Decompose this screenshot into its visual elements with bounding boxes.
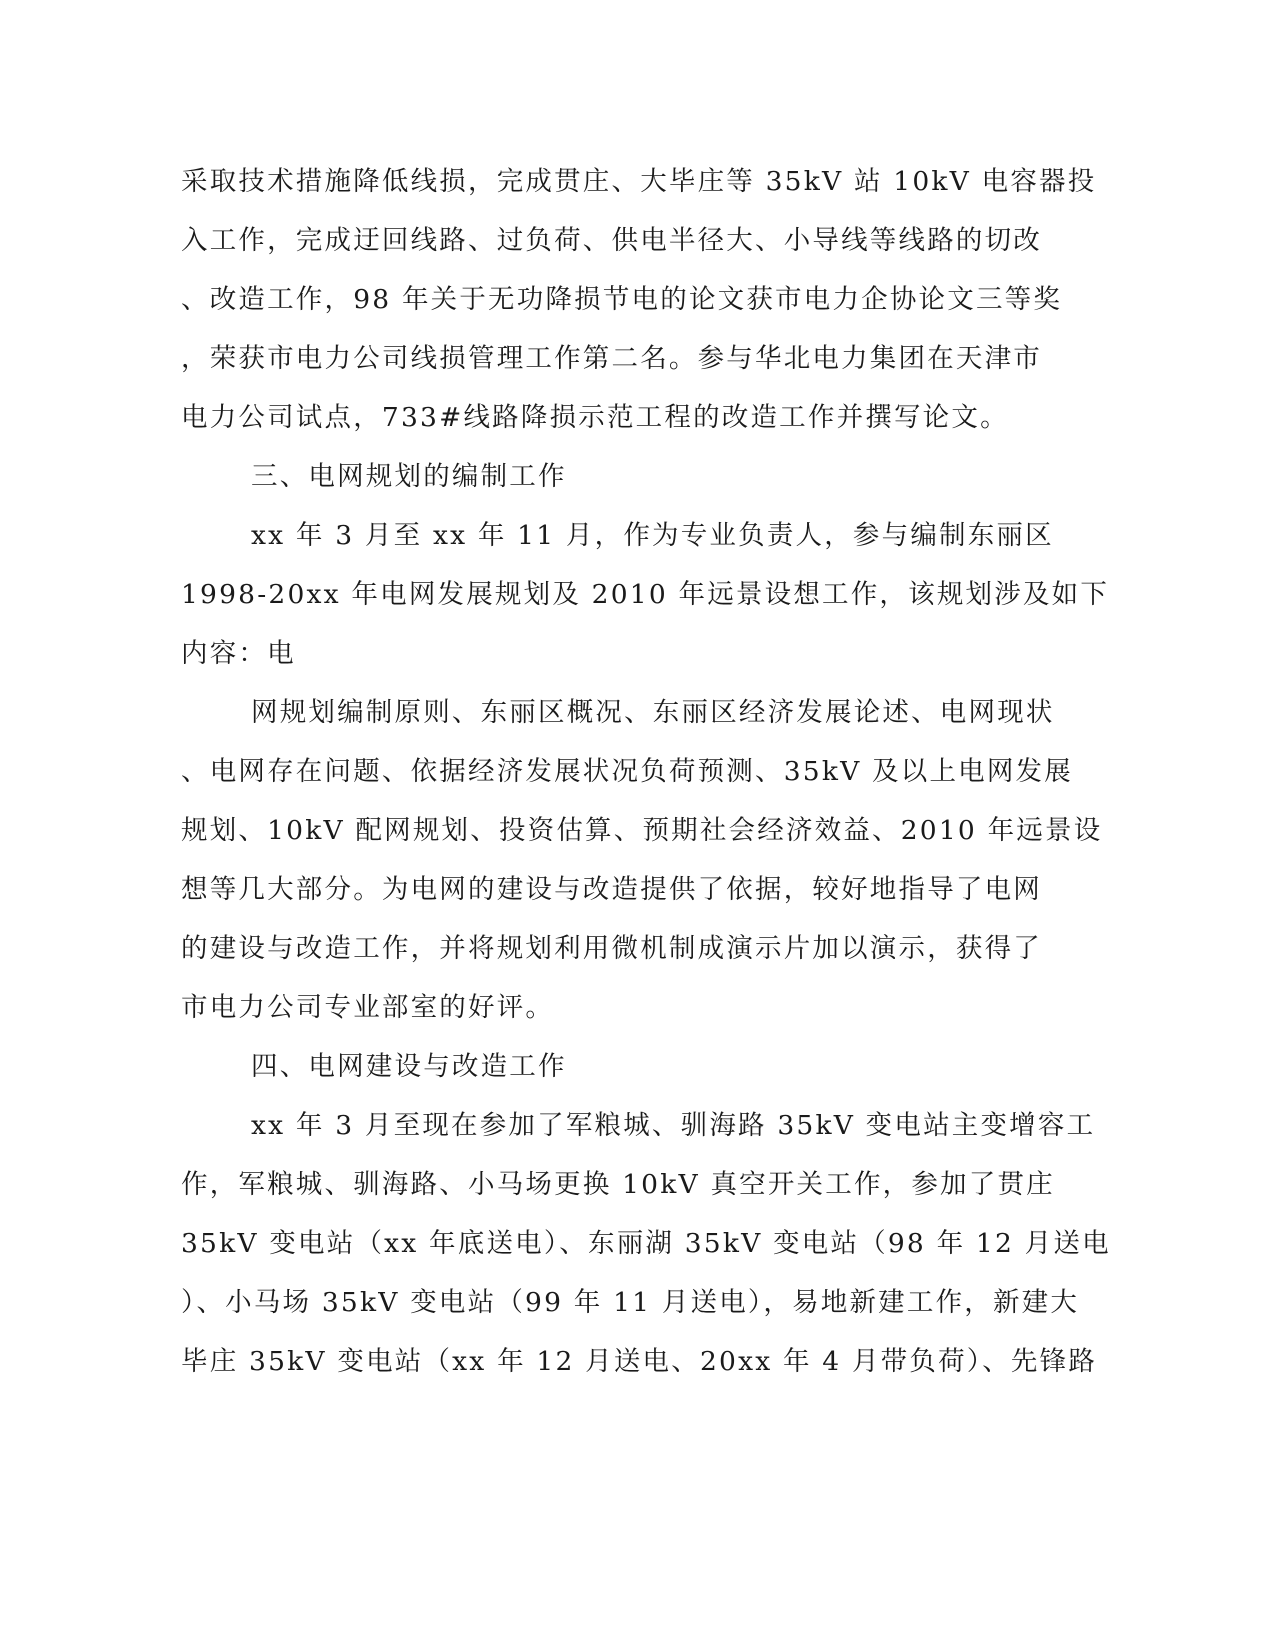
text-line: xx 年 3 月至 xx 年 11 月，作为专业负责人，参与编制东丽区	[251, 520, 1054, 551]
text-line: 市电力公司专业部室的好评。	[181, 992, 555, 1023]
text-line: 的建设与改造工作，并将规划利用微机制成演示片加以演示，获得了	[181, 933, 1042, 964]
text-line: ）、小马场 35kV 变电站（99 年 11 月送电），易地新建工作，新建大	[181, 1287, 1080, 1318]
text-line: 毕庄 35kV 变电站（xx 年 12 月送电、20xx 年 4 月带负荷）、先锋路	[181, 1346, 1098, 1377]
text-line: 采取技术措施降低线损，完成贯庄、大毕庄等 35kV 站 10kV 电容器投	[181, 166, 1097, 197]
text-line: 作，军粮城、驯海路、小马场更换 10kV 真空开关工作，参加了贯庄	[181, 1169, 1055, 1200]
text-line: 网规划编制原则、东丽区概况、东丽区经济发展论述、电网现状	[251, 697, 1055, 728]
text-line: 35kV 变电站（xx 年底送电）、东丽湖 35kV 变电站（98 年 12 月送电	[181, 1228, 1111, 1259]
text-line: 电力公司试点，733#线路降损示范工程的改造工作并撰写论文。	[181, 402, 1009, 433]
text-line: 入工作，完成迂回线路、过负荷、供电半径大、小导线等线路的切改	[181, 225, 1042, 256]
section-heading: 四、电网建设与改造工作	[251, 1051, 567, 1082]
text-line: 、电网存在问题、依据经济发展状况负荷预测、35kV 及以上电网发展	[181, 756, 1073, 787]
text-line: 规划、10kV 配网规划、投资估算、预期社会经济效益、2010 年远景设	[181, 815, 1103, 846]
text-line: 想等几大部分。为电网的建设与改造提供了依据，较好地指导了电网	[181, 874, 1042, 905]
text-line: 、改造工作，98 年关于无功降损节电的论文获市电力企协论文三等奖	[181, 284, 1063, 315]
text-line: ，荣获市电力公司线损管理工作第二名。参与华北电力集团在天津市	[181, 343, 1042, 374]
section-heading: 三、电网规划的编制工作	[251, 461, 567, 492]
text-line: xx 年 3 月至现在参加了军粮城、驯海路 35kV 变电站主变增容工	[251, 1110, 1096, 1141]
text-line: 1998-20xx 年电网发展规划及 2010 年远景设想工作，该规划涉及如下	[181, 579, 1110, 610]
document-body	[181, 152, 1111, 1391]
text-line: 内容：电	[181, 638, 296, 669]
